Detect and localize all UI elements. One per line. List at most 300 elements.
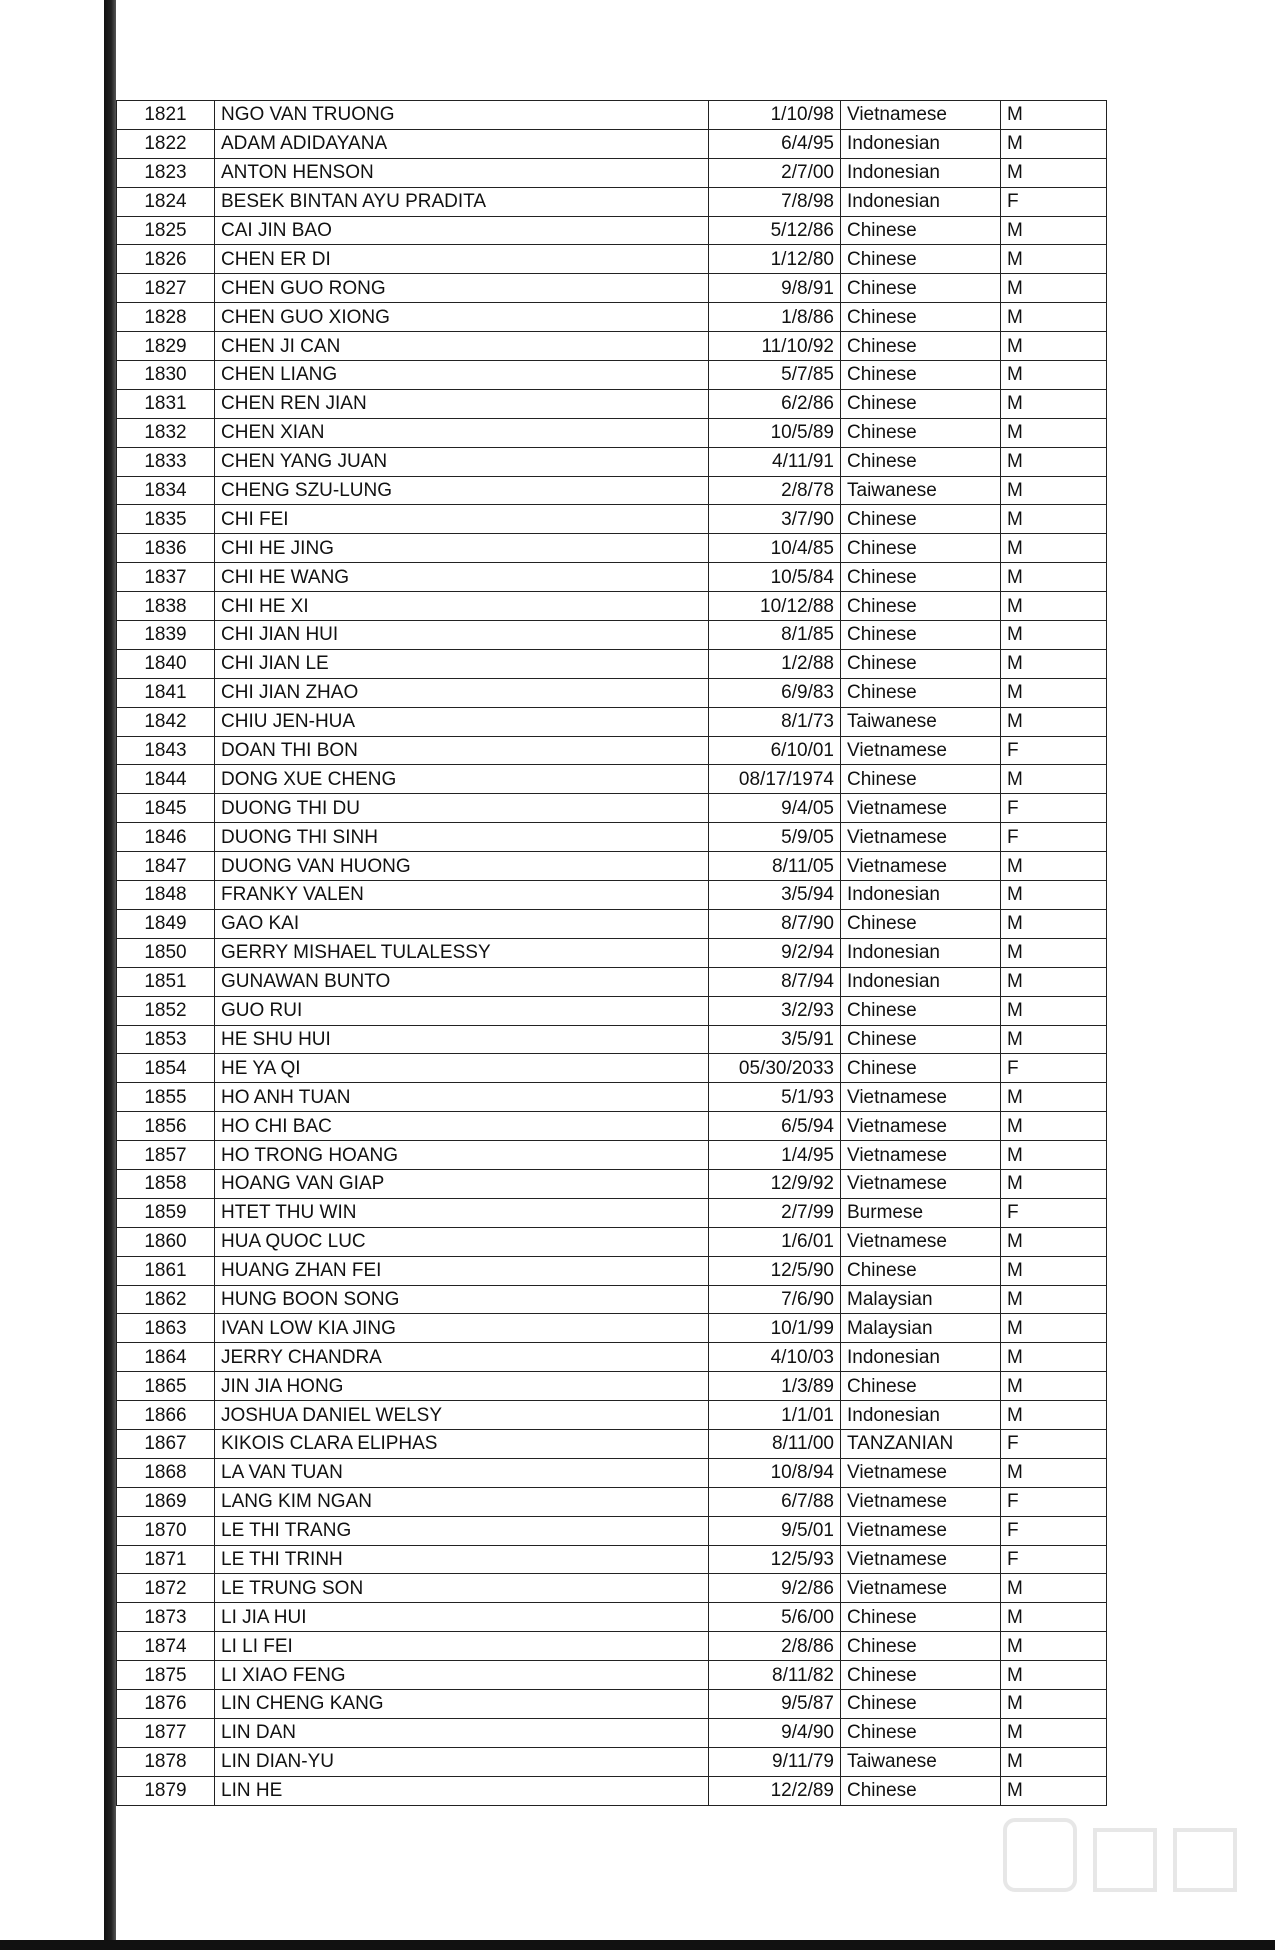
date-of-birth-cell: 1/1/01	[709, 1401, 841, 1430]
person-name-cell: CHEN GUO XIONG	[215, 303, 709, 332]
person-name-cell: DUONG THI DU	[215, 794, 709, 823]
sex-cell: M	[1001, 476, 1107, 505]
table-row	[117, 1689, 1107, 1718]
table-row	[117, 1487, 1107, 1516]
table-row	[117, 303, 1107, 332]
nationality-cell: Taiwanese	[841, 707, 1001, 736]
nationality-cell: Chinese	[841, 505, 1001, 534]
nationality-cell: Chinese	[841, 1689, 1001, 1718]
person-name-cell: CHI HE XI	[215, 592, 709, 621]
date-of-birth-cell: 8/1/85	[709, 621, 841, 650]
date-of-birth-cell: 5/9/05	[709, 823, 841, 852]
record-number-cell: 1827	[117, 274, 215, 303]
sex-cell: M	[1001, 563, 1107, 592]
table-row	[117, 1169, 1107, 1198]
person-name-cell: LIN DAN	[215, 1718, 709, 1747]
person-name-cell: LE THI TRINH	[215, 1545, 709, 1574]
record-number-cell: 1826	[117, 245, 215, 274]
date-of-birth-cell: 05/30/2033	[709, 1054, 841, 1083]
nationality-cell: Chinese	[841, 447, 1001, 476]
date-of-birth-cell: 1/12/80	[709, 245, 841, 274]
person-name-cell: CHI JIAN HUI	[215, 621, 709, 650]
nationality-cell: Chinese	[841, 765, 1001, 794]
sex-cell: M	[1001, 245, 1107, 274]
sex-cell: M	[1001, 361, 1107, 390]
record-number-cell: 1874	[117, 1632, 215, 1661]
nationality-cell: Indonesian	[841, 967, 1001, 996]
table-row	[117, 1661, 1107, 1690]
date-of-birth-cell: 9/4/05	[709, 794, 841, 823]
record-number-cell: 1848	[117, 881, 215, 910]
sex-cell: M	[1001, 1227, 1107, 1256]
sex-cell: M	[1001, 274, 1107, 303]
roster-sheet	[116, 100, 1106, 1806]
date-of-birth-cell: 5/6/00	[709, 1603, 841, 1632]
sex-cell: M	[1001, 1025, 1107, 1054]
sex-cell: F	[1001, 736, 1107, 765]
date-of-birth-cell: 9/8/91	[709, 274, 841, 303]
person-name-cell: CHI JIAN LE	[215, 649, 709, 678]
record-number-cell: 1878	[117, 1747, 215, 1776]
date-of-birth-cell: 5/1/93	[709, 1083, 841, 1112]
person-name-cell: CHENG SZU-LUNG	[215, 476, 709, 505]
record-number-cell: 1879	[117, 1776, 215, 1805]
record-number-cell: 1837	[117, 563, 215, 592]
roster-body	[117, 101, 1107, 1806]
person-name-cell: GUNAWAN BUNTO	[215, 967, 709, 996]
sex-cell: M	[1001, 303, 1107, 332]
date-of-birth-cell: 1/6/01	[709, 1227, 841, 1256]
sex-cell: M	[1001, 1285, 1107, 1314]
sex-cell: M	[1001, 1343, 1107, 1372]
nationality-cell: Chinese	[841, 361, 1001, 390]
nationality-cell: Chinese	[841, 1603, 1001, 1632]
nationality-cell: Taiwanese	[841, 1747, 1001, 1776]
table-row	[117, 274, 1107, 303]
sex-cell: M	[1001, 216, 1107, 245]
table-row	[117, 794, 1107, 823]
record-number-cell: 1853	[117, 1025, 215, 1054]
record-number-cell: 1844	[117, 765, 215, 794]
date-of-birth-cell: 8/11/05	[709, 852, 841, 881]
nationality-cell: Chinese	[841, 621, 1001, 650]
nationality-cell: Chinese	[841, 1054, 1001, 1083]
person-name-cell: CHEN YANG JUAN	[215, 447, 709, 476]
nationality-cell: Vietnamese	[841, 794, 1001, 823]
record-number-cell: 1875	[117, 1661, 215, 1690]
date-of-birth-cell: 1/3/89	[709, 1372, 841, 1401]
sex-cell: M	[1001, 678, 1107, 707]
date-of-birth-cell: 10/5/84	[709, 563, 841, 592]
date-of-birth-cell: 6/2/86	[709, 389, 841, 418]
nationality-cell: Burmese	[841, 1198, 1001, 1227]
table-row	[117, 1776, 1107, 1805]
record-number-cell: 1872	[117, 1574, 215, 1603]
table-row	[117, 852, 1107, 881]
table-row	[117, 736, 1107, 765]
table-row	[117, 1718, 1107, 1747]
table-row	[117, 1256, 1107, 1285]
table-row	[117, 332, 1107, 361]
record-number-cell: 1846	[117, 823, 215, 852]
nationality-cell: Chinese	[841, 678, 1001, 707]
date-of-birth-cell: 3/5/94	[709, 881, 841, 910]
date-of-birth-cell: 6/10/01	[709, 736, 841, 765]
sex-cell: M	[1001, 1718, 1107, 1747]
sex-cell: F	[1001, 1429, 1107, 1458]
date-of-birth-cell: 9/11/79	[709, 1747, 841, 1776]
date-of-birth-cell: 6/4/95	[709, 129, 841, 158]
table-row	[117, 1054, 1107, 1083]
table-row	[117, 1458, 1107, 1487]
nationality-cell: Indonesian	[841, 187, 1001, 216]
sex-cell: F	[1001, 1198, 1107, 1227]
person-name-cell: NGO VAN TRUONG	[215, 101, 709, 130]
table-row	[117, 389, 1107, 418]
date-of-birth-cell: 2/8/78	[709, 476, 841, 505]
date-of-birth-cell: 10/8/94	[709, 1458, 841, 1487]
table-row	[117, 1574, 1107, 1603]
date-of-birth-cell: 9/2/86	[709, 1574, 841, 1603]
record-number-cell: 1864	[117, 1343, 215, 1372]
table-row	[117, 881, 1107, 910]
table-row	[117, 101, 1107, 130]
record-number-cell: 1868	[117, 1458, 215, 1487]
nationality-cell: Chinese	[841, 996, 1001, 1025]
person-name-cell: CAI JIN BAO	[215, 216, 709, 245]
date-of-birth-cell: 3/7/90	[709, 505, 841, 534]
date-of-birth-cell: 9/2/94	[709, 938, 841, 967]
person-name-cell: LANG KIM NGAN	[215, 1487, 709, 1516]
nationality-cell: Vietnamese	[841, 1083, 1001, 1112]
table-row	[117, 1747, 1107, 1776]
sex-cell: M	[1001, 996, 1107, 1025]
person-name-cell: HO TRONG HOANG	[215, 1141, 709, 1170]
person-name-cell: LI JIA HUI	[215, 1603, 709, 1632]
record-number-cell: 1840	[117, 649, 215, 678]
table-row	[117, 418, 1107, 447]
record-number-cell: 1825	[117, 216, 215, 245]
date-of-birth-cell: 3/5/91	[709, 1025, 841, 1054]
sex-cell: M	[1001, 1458, 1107, 1487]
nationality-cell: Chinese	[841, 1776, 1001, 1805]
table-row	[117, 1198, 1107, 1227]
nationality-cell: Vietnamese	[841, 1227, 1001, 1256]
sex-cell: M	[1001, 649, 1107, 678]
sex-cell: M	[1001, 1372, 1107, 1401]
sex-cell: M	[1001, 332, 1107, 361]
date-of-birth-cell: 8/7/94	[709, 967, 841, 996]
sex-cell: M	[1001, 418, 1107, 447]
sex-cell: M	[1001, 1603, 1107, 1632]
sex-cell: M	[1001, 1083, 1107, 1112]
record-number-cell: 1861	[117, 1256, 215, 1285]
nationality-cell: Vietnamese	[841, 1574, 1001, 1603]
sex-cell: M	[1001, 1747, 1107, 1776]
table-row	[117, 129, 1107, 158]
date-of-birth-cell: 7/6/90	[709, 1285, 841, 1314]
nationality-cell: Vietnamese	[841, 736, 1001, 765]
date-of-birth-cell: 8/11/00	[709, 1429, 841, 1458]
person-name-cell: LI LI FEI	[215, 1632, 709, 1661]
table-row	[117, 216, 1107, 245]
record-number-cell: 1871	[117, 1545, 215, 1574]
table-row	[117, 1141, 1107, 1170]
table-row	[117, 1401, 1107, 1430]
sex-cell: M	[1001, 967, 1107, 996]
record-number-cell: 1824	[117, 187, 215, 216]
date-of-birth-cell: 8/1/73	[709, 707, 841, 736]
table-row	[117, 765, 1107, 794]
sex-cell: F	[1001, 1487, 1107, 1516]
record-number-cell: 1830	[117, 361, 215, 390]
record-number-cell: 1845	[117, 794, 215, 823]
person-name-cell: GUO RUI	[215, 996, 709, 1025]
record-number-cell: 1857	[117, 1141, 215, 1170]
table-row	[117, 996, 1107, 1025]
sex-cell: M	[1001, 505, 1107, 534]
date-of-birth-cell: 4/11/91	[709, 447, 841, 476]
nationality-cell: Malaysian	[841, 1314, 1001, 1343]
sex-cell: M	[1001, 707, 1107, 736]
person-name-cell: ADAM ADIDAYANA	[215, 129, 709, 158]
date-of-birth-cell: 11/10/92	[709, 332, 841, 361]
person-name-cell: CHI HE WANG	[215, 563, 709, 592]
person-name-cell: HUA QUOC LUC	[215, 1227, 709, 1256]
date-of-birth-cell: 12/9/92	[709, 1169, 841, 1198]
record-number-cell: 1859	[117, 1198, 215, 1227]
record-number-cell: 1863	[117, 1314, 215, 1343]
record-number-cell: 1834	[117, 476, 215, 505]
date-of-birth-cell: 08/17/1974	[709, 765, 841, 794]
record-number-cell: 1831	[117, 389, 215, 418]
record-number-cell: 1850	[117, 938, 215, 967]
table-row	[117, 823, 1107, 852]
person-name-cell: HOANG VAN GIAP	[215, 1169, 709, 1198]
nationality-cell: Vietnamese	[841, 101, 1001, 130]
sex-cell: M	[1001, 1574, 1107, 1603]
date-of-birth-cell: 12/5/90	[709, 1256, 841, 1285]
table-row	[117, 938, 1107, 967]
nationality-cell: Vietnamese	[841, 1141, 1001, 1170]
sex-cell: M	[1001, 1689, 1107, 1718]
sex-cell: M	[1001, 765, 1107, 794]
date-of-birth-cell: 6/7/88	[709, 1487, 841, 1516]
person-name-cell: JIN JIA HONG	[215, 1372, 709, 1401]
scan-edge-bottom	[0, 1940, 1275, 1950]
nationality-cell: Chinese	[841, 1632, 1001, 1661]
nationality-cell: Chinese	[841, 649, 1001, 678]
nationality-cell: Vietnamese	[841, 1487, 1001, 1516]
table-row	[117, 1227, 1107, 1256]
date-of-birth-cell: 1/2/88	[709, 649, 841, 678]
record-number-cell: 1822	[117, 129, 215, 158]
record-number-cell: 1833	[117, 447, 215, 476]
date-of-birth-cell: 6/9/83	[709, 678, 841, 707]
nationality-cell: Chinese	[841, 389, 1001, 418]
sex-cell: M	[1001, 852, 1107, 881]
date-of-birth-cell: 10/1/99	[709, 1314, 841, 1343]
record-number-cell: 1836	[117, 534, 215, 563]
table-row	[117, 187, 1107, 216]
table-row	[117, 592, 1107, 621]
table-row	[117, 1603, 1107, 1632]
person-name-cell: CHEN LIANG	[215, 361, 709, 390]
table-row	[117, 534, 1107, 563]
record-number-cell: 1847	[117, 852, 215, 881]
nationality-cell: Malaysian	[841, 1285, 1001, 1314]
sex-cell: M	[1001, 534, 1107, 563]
nationality-cell: TANZANIAN	[841, 1429, 1001, 1458]
table-row	[117, 967, 1107, 996]
nationality-cell: Indonesian	[841, 938, 1001, 967]
person-name-cell: CHI FEI	[215, 505, 709, 534]
record-number-cell: 1838	[117, 592, 215, 621]
nationality-cell: Vietnamese	[841, 1545, 1001, 1574]
date-of-birth-cell: 8/7/90	[709, 909, 841, 938]
date-of-birth-cell: 12/5/93	[709, 1545, 841, 1574]
record-number-cell: 1869	[117, 1487, 215, 1516]
record-number-cell: 1876	[117, 1689, 215, 1718]
date-of-birth-cell: 6/5/94	[709, 1112, 841, 1141]
record-number-cell: 1842	[117, 707, 215, 736]
date-of-birth-cell: 2/8/86	[709, 1632, 841, 1661]
nationality-cell: Vietnamese	[841, 823, 1001, 852]
record-number-cell: 1860	[117, 1227, 215, 1256]
watermark-logo	[995, 1810, 1265, 1930]
sex-cell: F	[1001, 1516, 1107, 1545]
roster-table	[116, 100, 1107, 1806]
person-name-cell: HO CHI BAC	[215, 1112, 709, 1141]
table-row	[117, 1314, 1107, 1343]
date-of-birth-cell: 9/5/87	[709, 1689, 841, 1718]
table-row	[117, 1632, 1107, 1661]
nationality-cell: Vietnamese	[841, 852, 1001, 881]
sex-cell: M	[1001, 881, 1107, 910]
nationality-cell: Chinese	[841, 303, 1001, 332]
date-of-birth-cell: 9/4/90	[709, 1718, 841, 1747]
nationality-cell: Chinese	[841, 245, 1001, 274]
person-name-cell: DOAN THI BON	[215, 736, 709, 765]
sex-cell: M	[1001, 1314, 1107, 1343]
table-row	[117, 447, 1107, 476]
person-name-cell: HTET THU WIN	[215, 1198, 709, 1227]
person-name-cell: CHI HE JING	[215, 534, 709, 563]
person-name-cell: BESEK BINTAN AYU PRADITA	[215, 187, 709, 216]
table-row	[117, 1083, 1107, 1112]
nationality-cell: Chinese	[841, 1025, 1001, 1054]
person-name-cell: CHIU JEN-HUA	[215, 707, 709, 736]
record-number-cell: 1873	[117, 1603, 215, 1632]
sex-cell: F	[1001, 794, 1107, 823]
sex-cell: M	[1001, 158, 1107, 187]
record-number-cell: 1862	[117, 1285, 215, 1314]
nationality-cell: Chinese	[841, 274, 1001, 303]
person-name-cell: IVAN LOW KIA JING	[215, 1314, 709, 1343]
sex-cell: M	[1001, 389, 1107, 418]
sex-cell: M	[1001, 909, 1107, 938]
nationality-cell: Indonesian	[841, 1401, 1001, 1430]
person-name-cell: JOSHUA DANIEL WELSY	[215, 1401, 709, 1430]
table-row	[117, 361, 1107, 390]
person-name-cell: LI XIAO FENG	[215, 1661, 709, 1690]
sex-cell: M	[1001, 1169, 1107, 1198]
table-row	[117, 1285, 1107, 1314]
date-of-birth-cell: 10/4/85	[709, 534, 841, 563]
person-name-cell: KIKOIS CLARA ELIPHAS	[215, 1429, 709, 1458]
date-of-birth-cell: 2/7/00	[709, 158, 841, 187]
record-number-cell: 1839	[117, 621, 215, 650]
record-number-cell: 1877	[117, 1718, 215, 1747]
nationality-cell: Vietnamese	[841, 1169, 1001, 1198]
record-number-cell: 1867	[117, 1429, 215, 1458]
sex-cell: M	[1001, 592, 1107, 621]
sex-cell: F	[1001, 187, 1107, 216]
table-row	[117, 1025, 1107, 1054]
nationality-cell: Chinese	[841, 563, 1001, 592]
sex-cell: M	[1001, 1632, 1107, 1661]
record-number-cell: 1841	[117, 678, 215, 707]
sex-cell: M	[1001, 101, 1107, 130]
table-row	[117, 707, 1107, 736]
nationality-cell: Chinese	[841, 216, 1001, 245]
sex-cell: M	[1001, 129, 1107, 158]
record-number-cell: 1855	[117, 1083, 215, 1112]
record-number-cell: 1843	[117, 736, 215, 765]
record-number-cell: 1829	[117, 332, 215, 361]
date-of-birth-cell: 10/5/89	[709, 418, 841, 447]
person-name-cell: DUONG VAN HUONG	[215, 852, 709, 881]
person-name-cell: LE TRUNG SON	[215, 1574, 709, 1603]
record-number-cell: 1856	[117, 1112, 215, 1141]
table-row	[117, 1545, 1107, 1574]
nationality-cell: Chinese	[841, 418, 1001, 447]
record-number-cell: 1852	[117, 996, 215, 1025]
person-name-cell: JERRY CHANDRA	[215, 1343, 709, 1372]
sex-cell: M	[1001, 1401, 1107, 1430]
person-name-cell: LIN HE	[215, 1776, 709, 1805]
nationality-cell: Chinese	[841, 332, 1001, 361]
table-row	[117, 678, 1107, 707]
nationality-cell: Chinese	[841, 1256, 1001, 1285]
person-name-cell: LIN DIAN-YU	[215, 1747, 709, 1776]
person-name-cell: HO ANH TUAN	[215, 1083, 709, 1112]
sex-cell: M	[1001, 1141, 1107, 1170]
date-of-birth-cell: 1/4/95	[709, 1141, 841, 1170]
sex-cell: M	[1001, 447, 1107, 476]
person-name-cell: CHEN REN JIAN	[215, 389, 709, 418]
record-number-cell: 1828	[117, 303, 215, 332]
person-name-cell: LIN CHENG KANG	[215, 1689, 709, 1718]
date-of-birth-cell: 5/7/85	[709, 361, 841, 390]
person-name-cell: FRANKY VALEN	[215, 881, 709, 910]
record-number-cell: 1854	[117, 1054, 215, 1083]
record-number-cell: 1835	[117, 505, 215, 534]
table-row	[117, 649, 1107, 678]
table-row	[117, 563, 1107, 592]
table-row	[117, 1516, 1107, 1545]
nationality-cell: Chinese	[841, 592, 1001, 621]
table-row	[117, 1429, 1107, 1458]
person-name-cell: CHEN GUO RONG	[215, 274, 709, 303]
date-of-birth-cell: 1/8/86	[709, 303, 841, 332]
sex-cell: M	[1001, 1112, 1107, 1141]
nationality-cell: Vietnamese	[841, 1516, 1001, 1545]
sex-cell: F	[1001, 1054, 1107, 1083]
person-name-cell: CHEN JI CAN	[215, 332, 709, 361]
sex-cell: M	[1001, 621, 1107, 650]
record-number-cell: 1865	[117, 1372, 215, 1401]
